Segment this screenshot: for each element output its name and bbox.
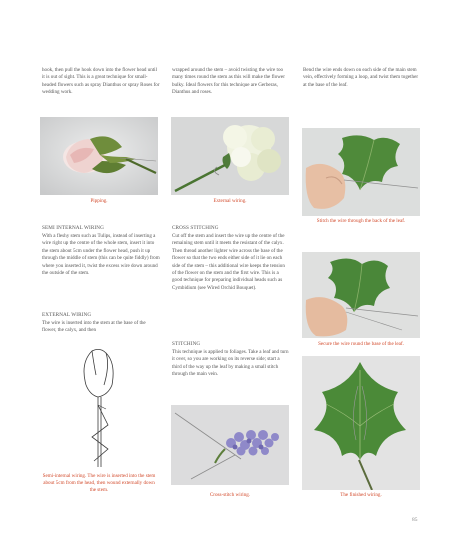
heading-stitching: STITCHING: [172, 341, 201, 347]
cross-stitching-text: Cut off the stem and insert the wire up the centre of the remaining stem until it meets the resistant of the calyx. Then thread another lighter wire across the base of the flower so that the two ends either side of it lie on each side of the stem – this additional wire keeps the tension of the flower on the stem and the first wire. This is a good technique for preparing individual heads such as Cymbidium (see Wired Orchid Bouquet).: [172, 233, 285, 291]
heading-external-wiring: EXTERNAL WIRING: [42, 312, 92, 318]
caption-external-wiring: External wiring.: [213, 198, 247, 204]
heading-semi-internal-wiring: SEMI INTERNAL WIRING: [42, 225, 104, 231]
page-number: 85: [412, 517, 418, 523]
caption-secure: Secure the wire round the base of the leaf.: [318, 341, 404, 347]
caption-finished: The finished wiring.: [340, 492, 382, 498]
semi-internal-wiring-text: With a fleshy stem such as Tulips, instead of inserting a wire right up the centre of the whole stem, insert it into the stem about 5cm under the flower head, push it up through the middle of stem (this can be quite fiddly) from where you inserted it, twist the excess wire down around the outside of the stem.: [42, 233, 160, 277]
col1-para1: hook, then pull the hook down into the flower head until it is out of sight. This is a great technique for small-headed flowers such as spray Dianthus or spray Roses for wedding work.: [42, 67, 160, 96]
col2-para1: wrapped around the stem – avoid twisting the wire too many times round the stem as this will make the flower bulky. Ideal flowers for this technique are Gerberas, Dianthus and roses.: [172, 67, 285, 96]
caption-semi-internal: Semi-internal wiring. The wire is inserted into the stem about 5cm from the head, then wound externally down the stem.: [42, 473, 156, 493]
cross-stitch-photo: [171, 405, 289, 485]
caption-stitch: Stitch the wire through the back of the leaf.: [316, 218, 406, 224]
heading-cross-stitching: CROSS STITCHING: [172, 225, 219, 231]
caption-pipping: Pipping.: [90, 198, 108, 204]
finished-leaf-photo: [302, 356, 420, 490]
tulip-wiring-illustration: [40, 345, 158, 467]
secure-leaf-photo: [302, 252, 420, 338]
stitching-text: This technique is applied to foliages. Take a leaf and turn it over, so you are working on its reverse side; start a third of the way up the leaf by making a small stitch through the main vein.: [172, 349, 289, 378]
external-wiring-text: The wire is inserted into the stem at the base of the flower, the calyx, and then: [42, 320, 146, 334]
col3-para1: Bend the wire ends down on each side of the main stem vein, effectively forming a loop, and twist them together at the base of the leaf.: [303, 67, 419, 88]
external-wiring-photo: [171, 117, 289, 195]
pipping-photo: [40, 117, 158, 195]
stitch-leaf-photo: [302, 128, 420, 216]
caption-cross-stitch: Cross-stitch wiring.: [209, 492, 251, 498]
